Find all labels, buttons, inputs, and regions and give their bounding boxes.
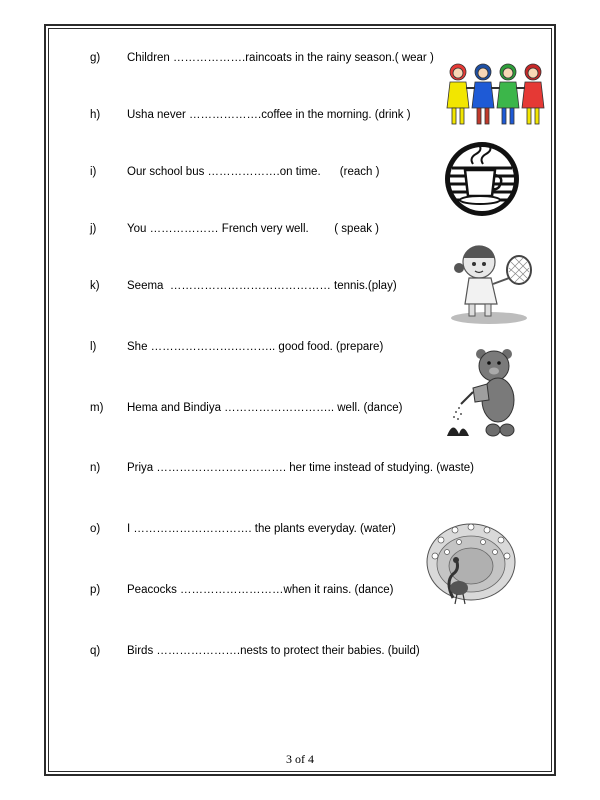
question-text: Priya ……………………………. her time instead of studying. (waste)	[127, 462, 475, 474]
question-text: Children ……………….raincoats in the rainy season.( wear )	[127, 52, 434, 64]
question-label: l)	[90, 341, 97, 353]
question-label: h)	[90, 109, 101, 121]
question-text: Usha never ……………….coffee in the morning. (drink )	[127, 109, 411, 121]
question-text: I …………………………. the plants everyday. (water)	[127, 523, 396, 535]
question-label: j)	[90, 223, 97, 235]
children-raincoats-icon	[443, 60, 549, 130]
question-label: n)	[90, 462, 101, 474]
question-label: i)	[90, 166, 97, 178]
girl-tennis-icon	[447, 238, 537, 326]
page-number: 3 of 4	[286, 752, 314, 766]
question-text: You ……………… French very well. ( speak )	[127, 223, 380, 235]
question-text: She ………………….……….. good food. (prepare)	[127, 341, 384, 353]
question-text: Our school bus ……………….on time. (reach )	[127, 166, 380, 178]
question-label: q)	[90, 645, 101, 657]
question-label: k)	[90, 280, 100, 292]
question-label: p)	[90, 584, 101, 596]
question-text: Seema …………………………………… tennis.(play)	[127, 280, 397, 292]
question-label: o)	[90, 523, 101, 535]
bear-watering-icon	[443, 348, 518, 438]
question-label: m)	[90, 402, 104, 414]
coffee-cup-icon	[443, 140, 521, 218]
question-text: Birds ………………….nests to protect their babies. (build)	[127, 645, 420, 657]
question-text: Peacocks ………………………when it rains. (dance)	[127, 584, 394, 596]
peacock-icon	[421, 522, 517, 606]
question-text: Hema and Bindiya ……………………….. well. (dance)	[127, 402, 403, 414]
question-label: g)	[90, 52, 101, 64]
